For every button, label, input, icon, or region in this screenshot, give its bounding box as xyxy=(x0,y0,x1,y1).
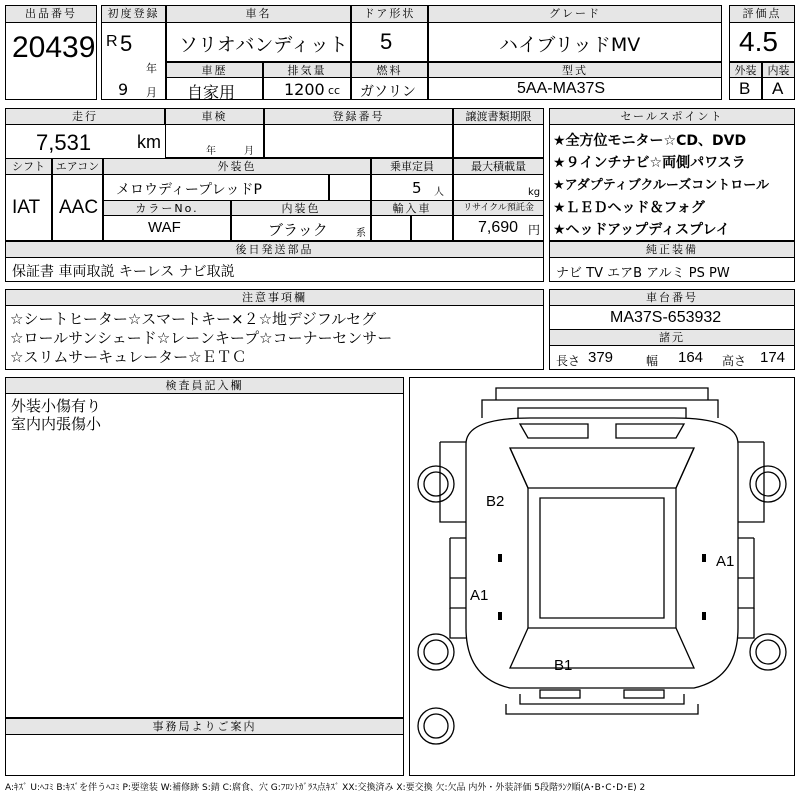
note-line-3: ☆スリムサーキュレーター☆ＥＴＣ xyxy=(10,348,247,366)
legend: A:ｷｽﾞ U:ﾍｺﾐ B:ｷｽﾞを伴うﾍｺﾐ P:要塗装 W:補修跡 S:錆 C:腐食、穴 G:ﾌﾛﾝﾄｶﾞﾗｽ点ｷｽﾞ XX:交換済み X:要交換 欠:欠品 内外・外装評価 5段階ﾗﾝｸ順(A･B･C･D･E) 2 xyxy=(5,783,646,793)
displacement: 1200 xyxy=(284,80,325,99)
ac: AAC xyxy=(59,197,99,218)
inspection-box xyxy=(165,124,264,158)
inspection-year: 年 xyxy=(206,146,216,157)
inspector-label: 検査員記入欄 xyxy=(5,377,404,394)
rear-window xyxy=(510,628,694,668)
history: 自家用 xyxy=(187,83,236,102)
grille-line xyxy=(518,408,686,418)
int-color-box xyxy=(231,215,371,241)
shift-box xyxy=(5,174,52,241)
sales-label: セールスポイント xyxy=(549,108,795,125)
inspection-month: 月 xyxy=(244,146,254,157)
history-box xyxy=(166,77,263,100)
right-headlight xyxy=(616,424,684,438)
score-label: 評価点 xyxy=(729,5,795,23)
first-reg-month: 9 xyxy=(118,80,129,99)
recycle-unit: 円 xyxy=(528,223,541,237)
capacity-label: 乗車定員 xyxy=(371,158,453,175)
score-box xyxy=(729,22,795,62)
equip-label: 純正装備 xyxy=(549,241,795,258)
windshield xyxy=(510,448,694,488)
int-color: ブラック xyxy=(268,221,328,239)
right-rear-door xyxy=(738,608,754,638)
grade-box xyxy=(428,22,722,62)
recycle: 7,690 xyxy=(478,219,519,236)
mileage: 7,531 xyxy=(36,130,92,155)
transfer-box xyxy=(453,124,544,158)
damage-diagram-frame xyxy=(409,377,795,776)
capacity: 5 xyxy=(412,179,422,197)
rear-bumper-outer xyxy=(506,704,698,714)
dims-label: 諸元 xyxy=(549,329,795,346)
equip-box xyxy=(549,257,795,282)
car-name-box xyxy=(166,22,351,62)
lot-no-box xyxy=(5,22,97,100)
first-reg-year: 5 xyxy=(120,31,133,56)
model-box xyxy=(428,77,722,100)
left-headlight xyxy=(520,424,588,438)
left-front-door xyxy=(450,538,466,608)
front-bumper-outer xyxy=(496,388,708,400)
front-body-outline xyxy=(466,418,738,444)
recycle-box xyxy=(453,215,544,241)
first-reg-box xyxy=(101,22,166,100)
ext-color-extra-box xyxy=(329,174,371,201)
int-color-suffix: 系 xyxy=(356,228,366,239)
left-tail-light xyxy=(540,690,580,698)
int-color-label: 内装色 xyxy=(231,200,371,216)
left-rear-handle xyxy=(498,612,502,620)
reg-no-box xyxy=(264,124,453,158)
grade-label: グレード xyxy=(428,5,722,23)
rear-bumper xyxy=(520,694,684,704)
sales-point-3: ★アダプティブクルーズコントロール xyxy=(553,178,770,193)
mileage-unit: km xyxy=(137,132,161,152)
width-label: 幅 xyxy=(646,354,659,368)
chassis-label: 車台番号 xyxy=(549,289,795,306)
sales-point-1: ★全方位モニター☆CD、DVD xyxy=(553,133,747,149)
right-rear-handle xyxy=(702,612,706,620)
shift: IAT xyxy=(12,197,41,218)
displacement-unit: cc xyxy=(328,84,341,97)
length-label: 長さ xyxy=(556,354,581,368)
score: 4.5 xyxy=(739,26,778,57)
car-name-label: 車名 xyxy=(166,5,351,23)
height: 174 xyxy=(760,349,786,366)
car-diagram xyxy=(410,378,794,775)
office-box xyxy=(5,734,404,776)
inspector-line-1: 外装小傷有り xyxy=(11,397,102,415)
history-label: 車歴 xyxy=(166,62,263,78)
sales-point-2: ★９インチナビ☆両側パワスラ xyxy=(553,155,746,171)
reg-no-label: 登録番号 xyxy=(264,108,453,125)
inspection-label: 車検 xyxy=(165,108,264,125)
max-load-label: 最大積載量 xyxy=(453,158,544,175)
shift-label: シフト xyxy=(5,158,52,175)
sales-point-5: ★ヘッドアップディスプレイ xyxy=(553,222,730,238)
right-tail-light xyxy=(624,690,664,698)
exterior-grade-label: 外装 xyxy=(729,62,762,78)
roof-panel xyxy=(540,498,664,618)
doors: 5 xyxy=(380,29,393,54)
right-front-door xyxy=(738,538,754,608)
notes-label: 注意事項欄 xyxy=(5,289,544,306)
damage-mark-b2: B2 xyxy=(486,493,505,510)
chassis-box xyxy=(549,305,795,330)
damage-mark-a1-right: A1 xyxy=(716,553,735,570)
length: 379 xyxy=(588,349,614,366)
year-unit: 年 xyxy=(146,62,157,75)
recycle-label: リサイクル預託金 xyxy=(453,200,544,216)
fuel-label: 燃料 xyxy=(351,62,428,78)
damage-mark-b1: B1 xyxy=(554,657,573,674)
left-front-fender xyxy=(440,442,466,522)
right-front-handle xyxy=(702,554,706,562)
mileage-label: 走行 xyxy=(5,108,165,125)
chassis-number: MA37S-653932 xyxy=(610,309,722,326)
left-front-handle xyxy=(498,554,502,562)
import-box-2 xyxy=(411,215,453,241)
color-no-label: カラーNo. xyxy=(103,200,231,216)
ext-color-box xyxy=(103,174,329,201)
max-load-box xyxy=(453,174,544,201)
displacement-box xyxy=(263,77,351,100)
ac-box xyxy=(52,174,103,241)
roof-sides xyxy=(528,488,676,628)
equip: ナビ TV エアB アルミ PS PW xyxy=(556,266,730,281)
ext-color: メロウディープレッドP xyxy=(116,182,262,198)
rear-body-outline xyxy=(466,628,738,688)
transfer-label: 譲渡書類期限 xyxy=(453,108,544,125)
width: 164 xyxy=(678,349,704,366)
later-label: 後日発送部品 xyxy=(5,241,544,258)
later-box xyxy=(5,257,544,282)
height-label: 高さ xyxy=(722,354,747,368)
lot-no: 20439 xyxy=(12,31,96,64)
max-load-unit: kg xyxy=(528,187,541,198)
import-box-1 xyxy=(371,215,411,241)
doors-label: ドア形状 xyxy=(351,5,428,23)
ext-color-label: 外装色 xyxy=(103,158,371,175)
lot-no-label: 出品番号 xyxy=(5,5,97,23)
era: R xyxy=(106,33,118,50)
sales-point-4: ★ＬＥＤヘッド＆フォグ xyxy=(553,200,705,216)
left-rear-door xyxy=(450,608,466,638)
interior-grade-box xyxy=(762,77,795,100)
interior-grade: A xyxy=(772,79,784,98)
displacement-label: 排気量 xyxy=(263,62,351,78)
fuel-box xyxy=(351,77,428,100)
interior-grade-label: 内装 xyxy=(762,62,795,78)
car-name: ソリオバンディット xyxy=(179,34,348,56)
right-front-fender xyxy=(738,442,764,522)
inspector-line-2: 室内内張傷小 xyxy=(11,415,102,433)
color-no-box xyxy=(103,215,231,241)
capacity-unit: 人 xyxy=(434,187,444,198)
fuel: ガソリン xyxy=(360,84,416,100)
exterior-grade-box xyxy=(729,77,762,100)
color-no: WAF xyxy=(148,219,181,236)
import-label: 輸入車 xyxy=(371,200,453,216)
note-line-2: ☆ロールサンシェード☆レーンキープ☆コーナーセンサー xyxy=(10,329,393,347)
dims-box xyxy=(549,345,795,370)
grade: ハイブリッドMV xyxy=(499,34,641,56)
first-reg-label: 初度登録 xyxy=(101,5,166,23)
later: 保証書 車両取説 キーレス ナビ取説 xyxy=(12,264,235,280)
model: 5AA-MA37S xyxy=(517,80,606,97)
damage-mark-a1-left: A1 xyxy=(470,587,489,604)
notes-box xyxy=(5,305,544,370)
sales-box xyxy=(549,124,795,241)
model-label: 型式 xyxy=(428,62,722,78)
capacity-box xyxy=(371,174,453,201)
month-unit: 月 xyxy=(146,86,157,99)
doors-box xyxy=(351,22,428,62)
body-side-lines xyxy=(466,444,738,628)
exterior-grade: B xyxy=(739,79,751,98)
inspector-box xyxy=(5,393,404,718)
ac-label: エアコン xyxy=(52,158,103,175)
office-label: 事務局よりご案内 xyxy=(5,718,404,735)
note-line-1: ☆シートヒーター☆スマートキー×２☆地デジフルセグ xyxy=(10,310,377,328)
